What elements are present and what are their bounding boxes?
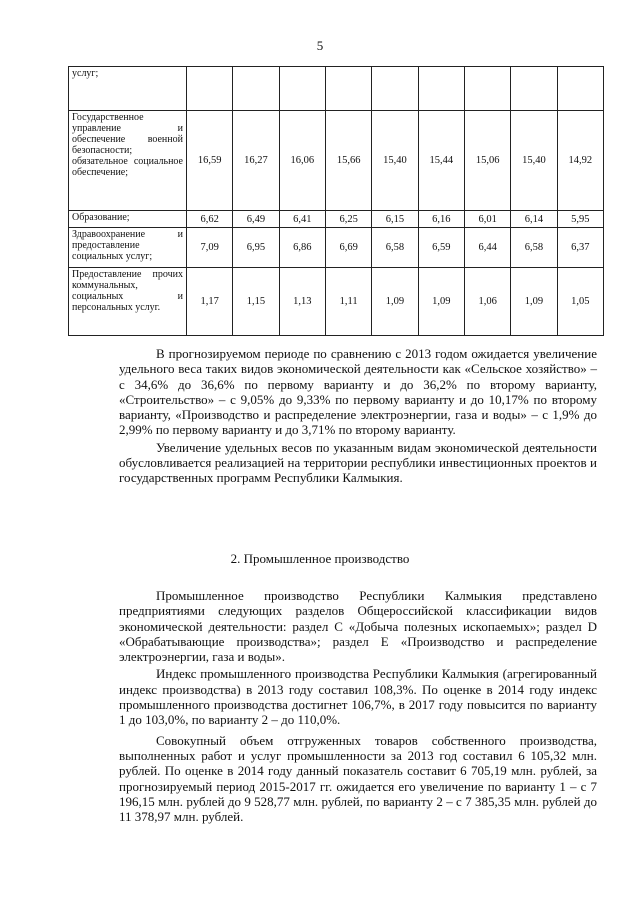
table-cell: 6,86 xyxy=(279,228,325,268)
table-cell: 16,06 xyxy=(279,111,325,211)
table-cell: 1,13 xyxy=(279,268,325,336)
table-row xyxy=(69,268,604,336)
table-cell: 1,09 xyxy=(418,268,464,336)
paragraph: Совокупный объем отгруженных товаров собственного производства, выполненных работ и услуг промышленности за 2013 год составил 6 105,32 млн. рублей. По оценке в 2014 году данный показатель составит 6 705,19 млн. рублей, за прогнозируемый период 2015-2017 гг. ожидается его увеличение по варианту 1 – с 7 196,15 млн. рублей до 9 528,77 млн. рублей, по варианту 2 – с 7 385,35 млн. рублей до 11 378,97 млн. рублей. xyxy=(119,732,597,825)
table-cell: 15,66 xyxy=(325,111,371,211)
table-cell: 7,09 xyxy=(187,228,233,268)
row-label: Предоставление прочих коммунальных, социальных и персональных услуг. xyxy=(69,268,187,336)
table-row xyxy=(69,111,604,211)
table-cell: 6,01 xyxy=(464,211,510,228)
table-cell: 6,41 xyxy=(279,211,325,228)
table-cell xyxy=(187,67,233,111)
paragraph: Увеличение удельных весов по указанным видам экономической деятельности обусловливается реализацией на территории республики инвестиционных проектов и государственных программ Республики Калмыкия. xyxy=(119,439,597,486)
forecast-text-block xyxy=(119,346,597,486)
table-cell: 6,14 xyxy=(511,211,557,228)
row-label: Здравоохранение и предоставление социальных услуг; xyxy=(69,228,187,268)
table-cell xyxy=(464,67,510,111)
paragraph: Промышленное производство Республики Калмыкия представлено предприятиями следующих разделов Общероссийской классификации видов экономической деятельности: раздел С «Добыча полезных ископаемых»; раздел D «Обрабатывающие производства»; раздел Е «Производство и распределение электроэнергии, газа и воды». xyxy=(119,588,597,665)
table-cell xyxy=(511,67,557,111)
table-cell: 1,05 xyxy=(557,268,603,336)
table-cell: 6,16 xyxy=(418,211,464,228)
industry-text-block xyxy=(119,588,597,824)
page-number: 5 xyxy=(316,38,324,53)
table-cell: 6,62 xyxy=(187,211,233,228)
table-row xyxy=(69,67,604,111)
table-cell: 6,37 xyxy=(557,228,603,268)
row-label: Государственное управление и обеспечение военной безопасности; обязательное социальное обеспечение; xyxy=(69,111,187,211)
paragraph: Индекс промышленного производства Республики Калмыкия (агрегированный индекс производства) в 2013 году составил 108,3%. По оценке в 2014 году индекс промышленного производства достигнет 106,7%, в 2017 году повысится по варианту 1 до 103,0%, по варианту 2 – до 110,0%. xyxy=(119,666,597,728)
table-cell xyxy=(557,67,603,111)
table-cell: 6,15 xyxy=(372,211,418,228)
table-cell: 5,95 xyxy=(557,211,603,228)
table-cell: 14,92 xyxy=(557,111,603,211)
table-cell xyxy=(325,67,371,111)
table-cell xyxy=(372,67,418,111)
table-cell: 15,40 xyxy=(372,111,418,211)
table-cell: 16,27 xyxy=(233,111,279,211)
table-row xyxy=(69,228,604,268)
table-cell: 6,69 xyxy=(325,228,371,268)
table-cell: 6,58 xyxy=(372,228,418,268)
table-cell: 6,59 xyxy=(418,228,464,268)
table-cell xyxy=(279,67,325,111)
section-heading: 2. Промышленное производство xyxy=(230,551,410,566)
economic-activity-share-table xyxy=(68,66,604,336)
table-cell: 6,49 xyxy=(233,211,279,228)
table-cell: 15,44 xyxy=(418,111,464,211)
table-cell: 1,15 xyxy=(233,268,279,336)
paragraph: В прогнозируемом периоде по сравнению с 2013 годом ожидается увеличение удельного веса таких видов экономической деятельности как «Сельское хозяйство» – с 34,6% до 36,6% по первому варианту и до 36,2% по второму варианту, «Строительство» – с 9,05% до 9,33% по первому варианту и до 10,17% по второму варианту, «Производство и распределение электроэнергии, газа и воды» – с 1,9% до 2,99% по первому варианту и до 3,71% по второму варианту. xyxy=(119,346,597,438)
table-cell: 6,44 xyxy=(464,228,510,268)
row-label: Образование; xyxy=(69,211,187,228)
table-cell: 15,06 xyxy=(464,111,510,211)
row-label: услуг; xyxy=(69,67,187,111)
table-cell: 1,09 xyxy=(372,268,418,336)
table-row xyxy=(69,211,604,228)
table-cell: 1,17 xyxy=(187,268,233,336)
table-cell: 1,06 xyxy=(464,268,510,336)
table-cell: 6,95 xyxy=(233,228,279,268)
table-cell: 1,11 xyxy=(325,268,371,336)
table-cell: 15,40 xyxy=(511,111,557,211)
table-cell: 6,58 xyxy=(511,228,557,268)
table-cell: 16,59 xyxy=(187,111,233,211)
table-cell: 1,09 xyxy=(511,268,557,336)
table-cell: 6,25 xyxy=(325,211,371,228)
table-cell xyxy=(418,67,464,111)
table-cell xyxy=(233,67,279,111)
